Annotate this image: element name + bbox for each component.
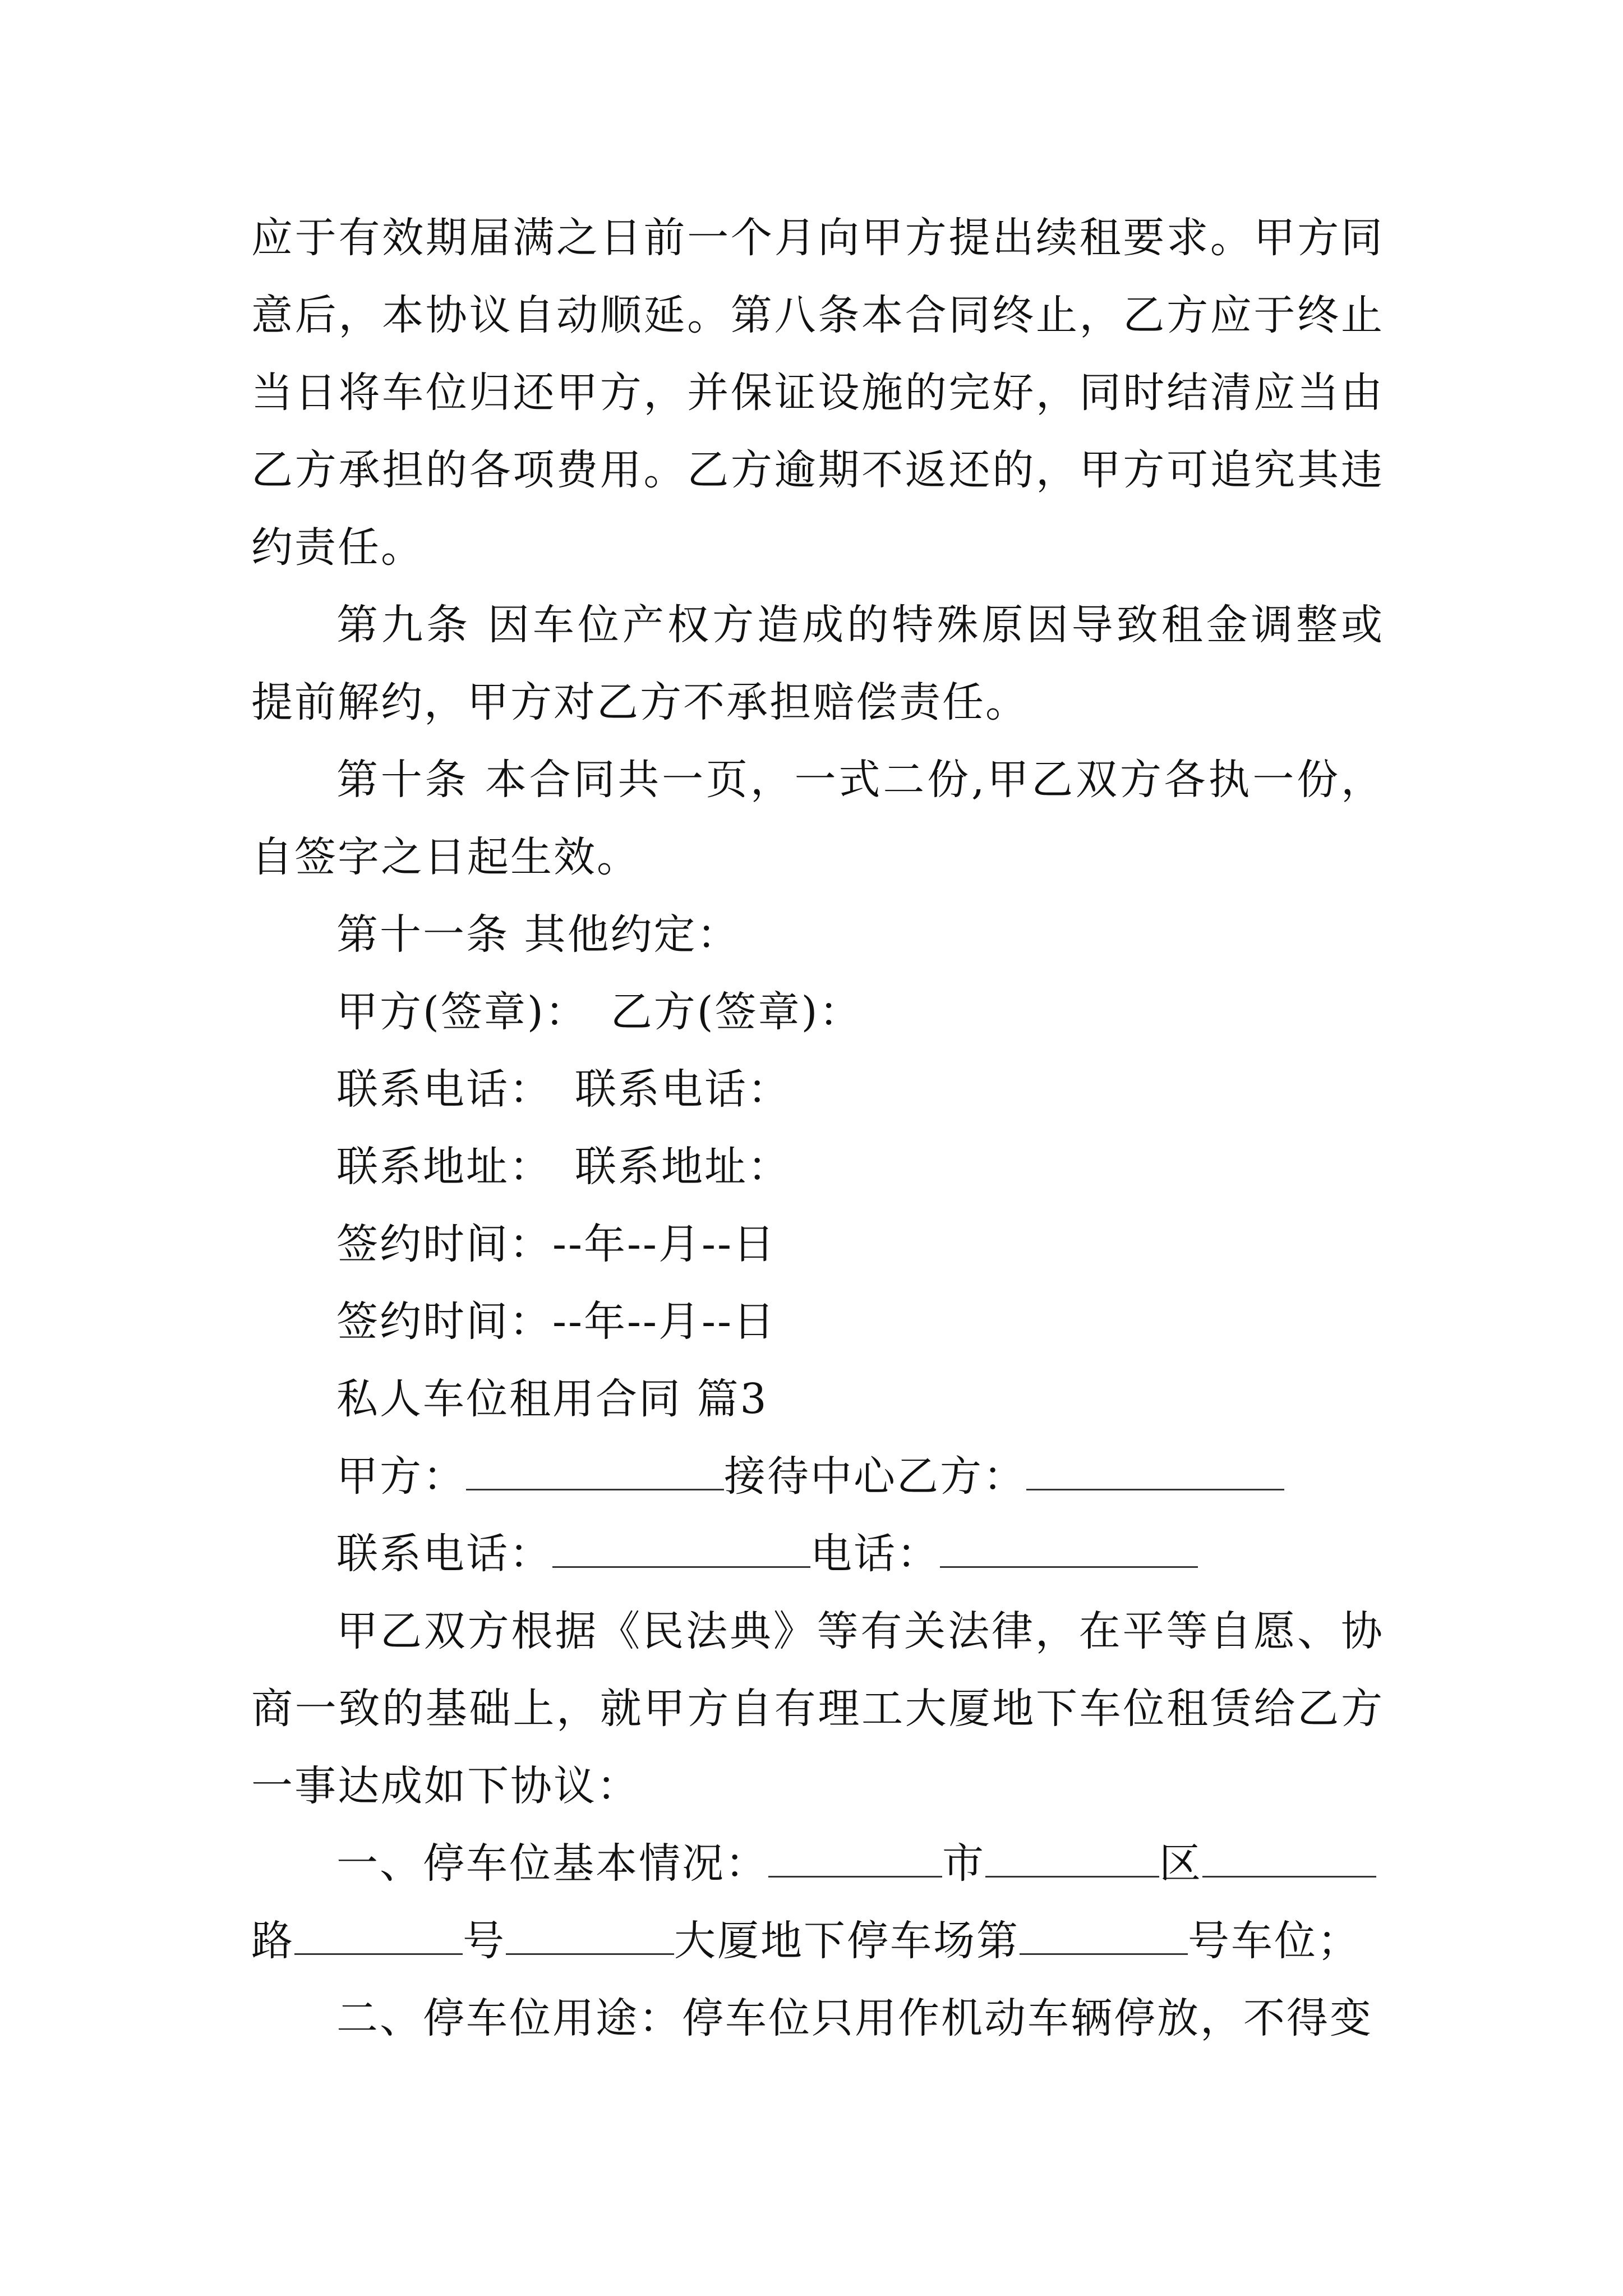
intro-paragraph: 甲乙双方根据《民法典》等有关法律，在平等自愿、协商一致的基础上，就甲方自有理工大厦地下车位租赁给乙方一事达成如下协议： <box>251 1607 1384 1810</box>
party-b-signature-label: 乙方(签章)： <box>610 988 863 1036</box>
party-line <box>251 1438 1384 1515</box>
contact-line <box>251 1515 1384 1593</box>
phone-line <box>251 1051 1384 1128</box>
item2-line: 二、停车位用途：停车位只用作机动车辆停放，不得变 <box>336 1994 1373 2042</box>
item1-prefix: 一、停车位基本情况： <box>336 1839 768 1888</box>
address-line <box>251 1128 1384 1205</box>
road-blank[interactable] <box>1202 1837 1376 1878</box>
reception-label: 接待中心乙方： <box>724 1452 1026 1501</box>
party-b-blank[interactable] <box>1026 1450 1284 1490</box>
party-a-blank[interactable] <box>466 1450 724 1490</box>
section-title: 私人车位租用合同 篇3 <box>336 1375 768 1423</box>
article-10: 第十条 本合同共一页，一式二份,甲乙双方各执一份，自签字之日起生效。 <box>251 756 1384 881</box>
signature-line <box>251 973 1384 1051</box>
district-blank[interactable] <box>985 1837 1159 1878</box>
document-body <box>251 199 1384 2057</box>
item1-district: 区 <box>1159 1839 1202 1888</box>
sign-time-1: 签约时间：--年--月--日 <box>336 1220 777 1268</box>
party-a-label: 甲方： <box>336 1452 466 1501</box>
item1-garage: 大厦地下停车场第 <box>674 1917 1020 1965</box>
sign-time-2: 签约时间：--年--月--日 <box>336 1297 777 1346</box>
party-b-address-label: 联系地址： <box>575 1143 791 1191</box>
building-blank[interactable] <box>506 1914 674 1955</box>
article-11: 第十一条 其他约定： <box>336 910 740 959</box>
item1-line2 <box>251 1902 1384 1980</box>
contact-phone-label: 联系电话： <box>336 1530 552 1578</box>
contact-phone-blank[interactable] <box>552 1527 810 1568</box>
item1-line1 <box>251 1825 1384 1902</box>
item1-space: 号车位； <box>1188 1917 1361 1965</box>
party-a-address-label: 联系地址： <box>336 1143 552 1191</box>
party-a-signature-label: 甲方(签章)： <box>336 988 588 1036</box>
phone-label: 电话： <box>810 1530 940 1578</box>
road-number-blank[interactable] <box>294 1914 463 1955</box>
party-a-phone-label: 联系电话： <box>336 1065 552 1114</box>
city-blank[interactable] <box>768 1837 942 1878</box>
article-9: 第九条 因车位产权方造成的特殊原因导致租金调整或提前解约，甲方对乙方不承担赔偿责任。 <box>251 601 1384 726</box>
item1-number: 号 <box>463 1917 506 1965</box>
party-b-phone-label: 联系电话： <box>575 1065 791 1114</box>
item1-road: 路 <box>251 1917 294 1965</box>
contract-paragraph-continuation: 应于有效期届满之日前一个月向甲方提出续租要求。甲方同意后，本协议自动顺延。第八条本合同终止，乙方应于终止当日将车位归还甲方，并保证设施的完好，同时结清应当由乙方承担的各项费用。乙方逾期不返还的，甲方可追究其违约责任。 <box>251 214 1384 572</box>
item1-city: 市 <box>942 1839 985 1888</box>
space-number-blank[interactable] <box>1020 1914 1188 1955</box>
phone-blank[interactable] <box>940 1527 1198 1568</box>
